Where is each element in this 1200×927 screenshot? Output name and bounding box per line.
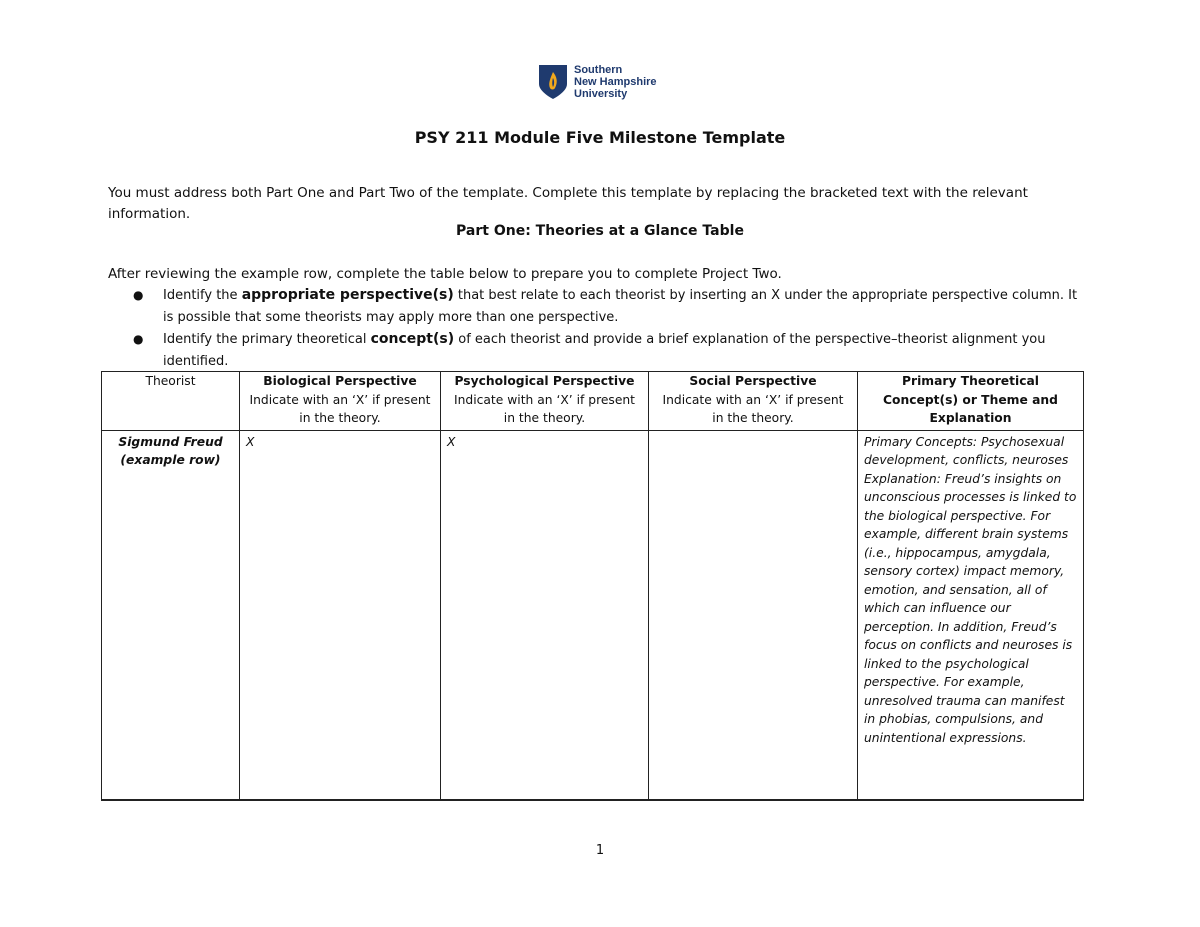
intro-paragraph: You must address both Part One and Part Two of the template. Complete this template by replacing the bracketed text with the relevant information.	[108, 185, 1028, 222]
header-psychological	[441, 372, 649, 431]
cell-explanation: Primary Concepts: Psychosexual development, conflicts, neuroses Explanation: Freud’s insights on unconscious processes is linked to the biological perspective. For example, different brain systems (i.e., hippocampus, amygdala, sensory cortex) impact memory, emotion, and sensation, all of which can influence our perception. In addition, Freud’s focus on conflicts and neuroses is linked to the psychological perspective. For example, unresolved trauma can manifest in phobias, compulsions, and unintentional expressions.	[858, 430, 1084, 800]
cell-psychological: X	[441, 430, 649, 800]
table-row	[102, 430, 1084, 800]
bullet-2-pre: Identify the primary theoretical	[163, 332, 371, 347]
bullet-1-strong: appropriate perspective(s)	[241, 287, 454, 303]
page-title: PSY 211 Module Five Milestone Template	[414, 128, 786, 147]
cell-social	[649, 430, 858, 800]
table-header-row	[102, 372, 1084, 431]
header-psychological-title: Psychological Perspective	[454, 374, 635, 388]
theories-table	[101, 371, 1084, 801]
header-concept-title: Primary Theoretical Concept(s) or Theme and Explanation	[883, 374, 1058, 425]
header-biological	[240, 372, 441, 431]
header-theorist	[102, 372, 240, 431]
header-social-note: Indicate with an ‘X’ if present in the theory.	[662, 392, 844, 425]
bullet-1-post: that best relate to each theorist by inserting an X under the appropriate perspective column. It is possible that some theorists may apply more than one perspective.	[163, 288, 1078, 325]
header-social	[649, 372, 858, 431]
shield-flame-icon	[538, 64, 568, 100]
bullet-2-post: of each theorist and provide a brief explanation of the perspective–theorist alignment you identified.	[163, 332, 1046, 369]
header-biological-note: Indicate with an ‘X’ if present in the theory.	[249, 392, 431, 425]
header-theorist-label: Theorist	[145, 374, 196, 388]
bullet-2-strong: concept(s)	[370, 331, 455, 347]
header-social-title: Social Perspective	[689, 374, 817, 388]
logo-line-3: University	[574, 88, 628, 100]
header-biological-title: Biological Perspective	[263, 374, 417, 388]
bullet-icon: ●	[133, 332, 144, 346]
header-psychological-note: Indicate with an ‘X’ if present in the theory.	[453, 392, 636, 425]
part-one-heading: Part One: Theories at a Glance Table	[456, 223, 744, 239]
instruction-list	[108, 285, 1088, 373]
logo-wordmark	[574, 64, 657, 100]
header-concept	[858, 372, 1084, 431]
cell-theorist: Sigmund Freud (example row)	[102, 430, 240, 800]
list-item	[108, 329, 1088, 372]
snhu-logo	[538, 64, 657, 100]
list-item	[108, 285, 1088, 328]
logo-line-1: Southern	[574, 64, 623, 76]
bullet-icon: ●	[133, 288, 144, 302]
logo-line-2: New Hampshire	[574, 76, 657, 88]
bullet-1-pre: Identify the	[163, 288, 242, 303]
after-paragraph: After reviewing the example row, complete the table below to prepare you to complete Project Two.	[108, 266, 782, 282]
cell-biological: X	[240, 430, 441, 800]
page-number: 1	[595, 843, 605, 858]
